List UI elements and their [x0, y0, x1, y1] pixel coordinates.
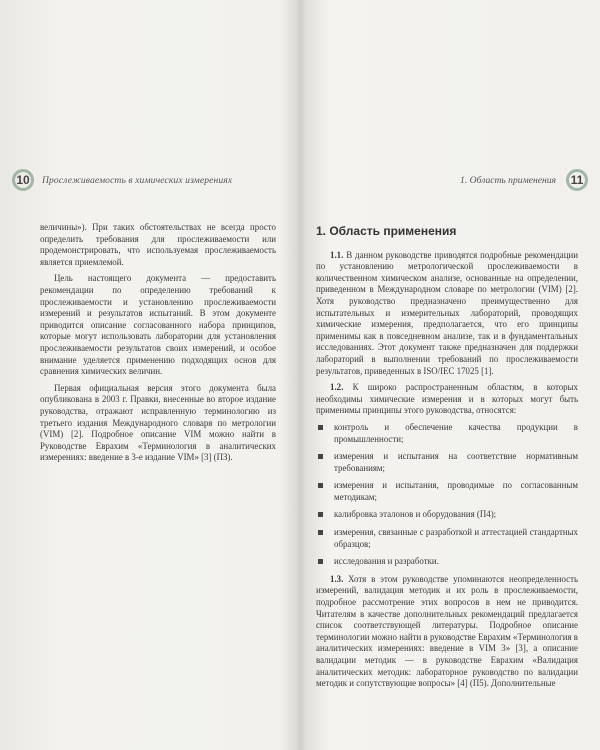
- paragraph-1-1: [316, 250, 578, 378]
- left-page: [0, 0, 298, 750]
- bullet-icon: [318, 454, 323, 459]
- list-item: измерения и испытания на соответствие нормативным требованиям;: [316, 451, 578, 474]
- list-item: исследования и разработки.: [316, 556, 578, 568]
- paragraph-number: 1.3.: [330, 573, 344, 584]
- right-page: [302, 0, 600, 750]
- paragraph-number: 1.1.: [330, 249, 344, 260]
- paragraph: величины»). При таких обстоятельствах не всегда просто определить требования для прослеживаемости или продемонстрировать, что используемая прослеживаемость является приемлемой.: [40, 222, 276, 267]
- paragraph-1-3: [316, 574, 578, 690]
- list-item: контроль и обеспечение качества продукции в промышленности;: [316, 422, 578, 445]
- bullet-icon: [318, 530, 323, 535]
- right-body-text: [316, 226, 578, 695]
- bullet-icon: [318, 425, 323, 430]
- list-item: измерения и испытания, проводимые по согласованным методикам;: [316, 480, 578, 503]
- bullet-icon: [318, 512, 323, 517]
- bullet-list: [316, 422, 578, 568]
- list-item: калибровка эталонов и оборудования (П4);: [316, 509, 578, 521]
- bullet-icon: [318, 483, 323, 488]
- right-running-header: [460, 170, 588, 190]
- paragraph-1-2: [316, 382, 578, 417]
- bullet-icon: [318, 559, 323, 564]
- running-header-text: 1. Область применения: [460, 174, 556, 186]
- left-body-text: [40, 222, 276, 469]
- page-number-badge: [12, 169, 34, 191]
- left-running-header: [12, 170, 232, 190]
- section-title: 1. Область применения: [316, 224, 457, 238]
- page-number: 11: [570, 173, 584, 187]
- paragraph: Цель настоящего документа — предоставить рекомендации по определению требований к прослеживаемости и установлению прослеживаемости измерений и результатов испытаний. В этом документе приводится описание согласованного набора принципов, которые могут использовать лаборатории для установления прослеживаемости результатов своих измерений, и особое внимание уделяется применению подходящих основ для сравнения химических величин.: [40, 273, 276, 377]
- paragraph-text: К широко распространенным областям, в которых необходимы химические измерения и в которых могут быть применимы принципы этого руководства, относятся:: [316, 382, 578, 416]
- paragraph-number: 1.2.: [330, 382, 344, 393]
- paragraph-text: В данном руководстве приводятся подробные рекомендации по установлению метрологической прослеживаемости в количественном химическом анализе, основанные на определении, приведенном в Международном словаре по метрологии (VIM) [2]. Хотя руководство предназначено преимущественно для испытательных и измерительных лабораторий, проводящих химические измерения, предполагается, что его принципы применимы как в повседневном анализе, так и в фундаментальных исследованиях. Этот документ также предназначен для поддержки лабораторий в выполнении требований по прослеживаемости результатов, приведенных в ISO/IEC 17025 [1].: [316, 249, 578, 376]
- running-header-text: Прослеживаемость в химических измерениях: [42, 174, 233, 186]
- paragraph: Первая официальная версия этого документа была опубликована в 2003 г. Правки, внесенные во второе издание руководства, отражают исправленную терминологию из третьего издания Международного словаря по метрологии (VIM) [2]. Подробное описание VIM можно найти в Руководстве Еврахим «Терминология в аналитических измерениях: введение в 3-е издание VIM» [3] (ПЗ).: [40, 382, 276, 463]
- page-number-badge: [566, 169, 588, 191]
- paragraph-text: Хотя в этом руководстве упоминаются неопределенность измерений, валидация методик и их роль в прослеживаемости, подробное рассмотрение этих вопросов в нем не приводится. Читателям в качестве дополнительных рекомендаций предлагается список соответствующей литературы. Подробное описание терминологии можно найти в руководстве Еврахим «Терминология в аналитических измерениях: введение в VIM 3» [3], а описание валидации методик — в руководстве Еврахим «Валидация аналитических методик: лабораторное руководство по валидации методик и сопутствующие вопросы» [4] (П5). Дополнительные: [316, 573, 578, 689]
- list-item: измерения, связанные с разработкой и аттестацией стандартных образцов;: [316, 527, 578, 550]
- page-number: 10: [16, 173, 30, 187]
